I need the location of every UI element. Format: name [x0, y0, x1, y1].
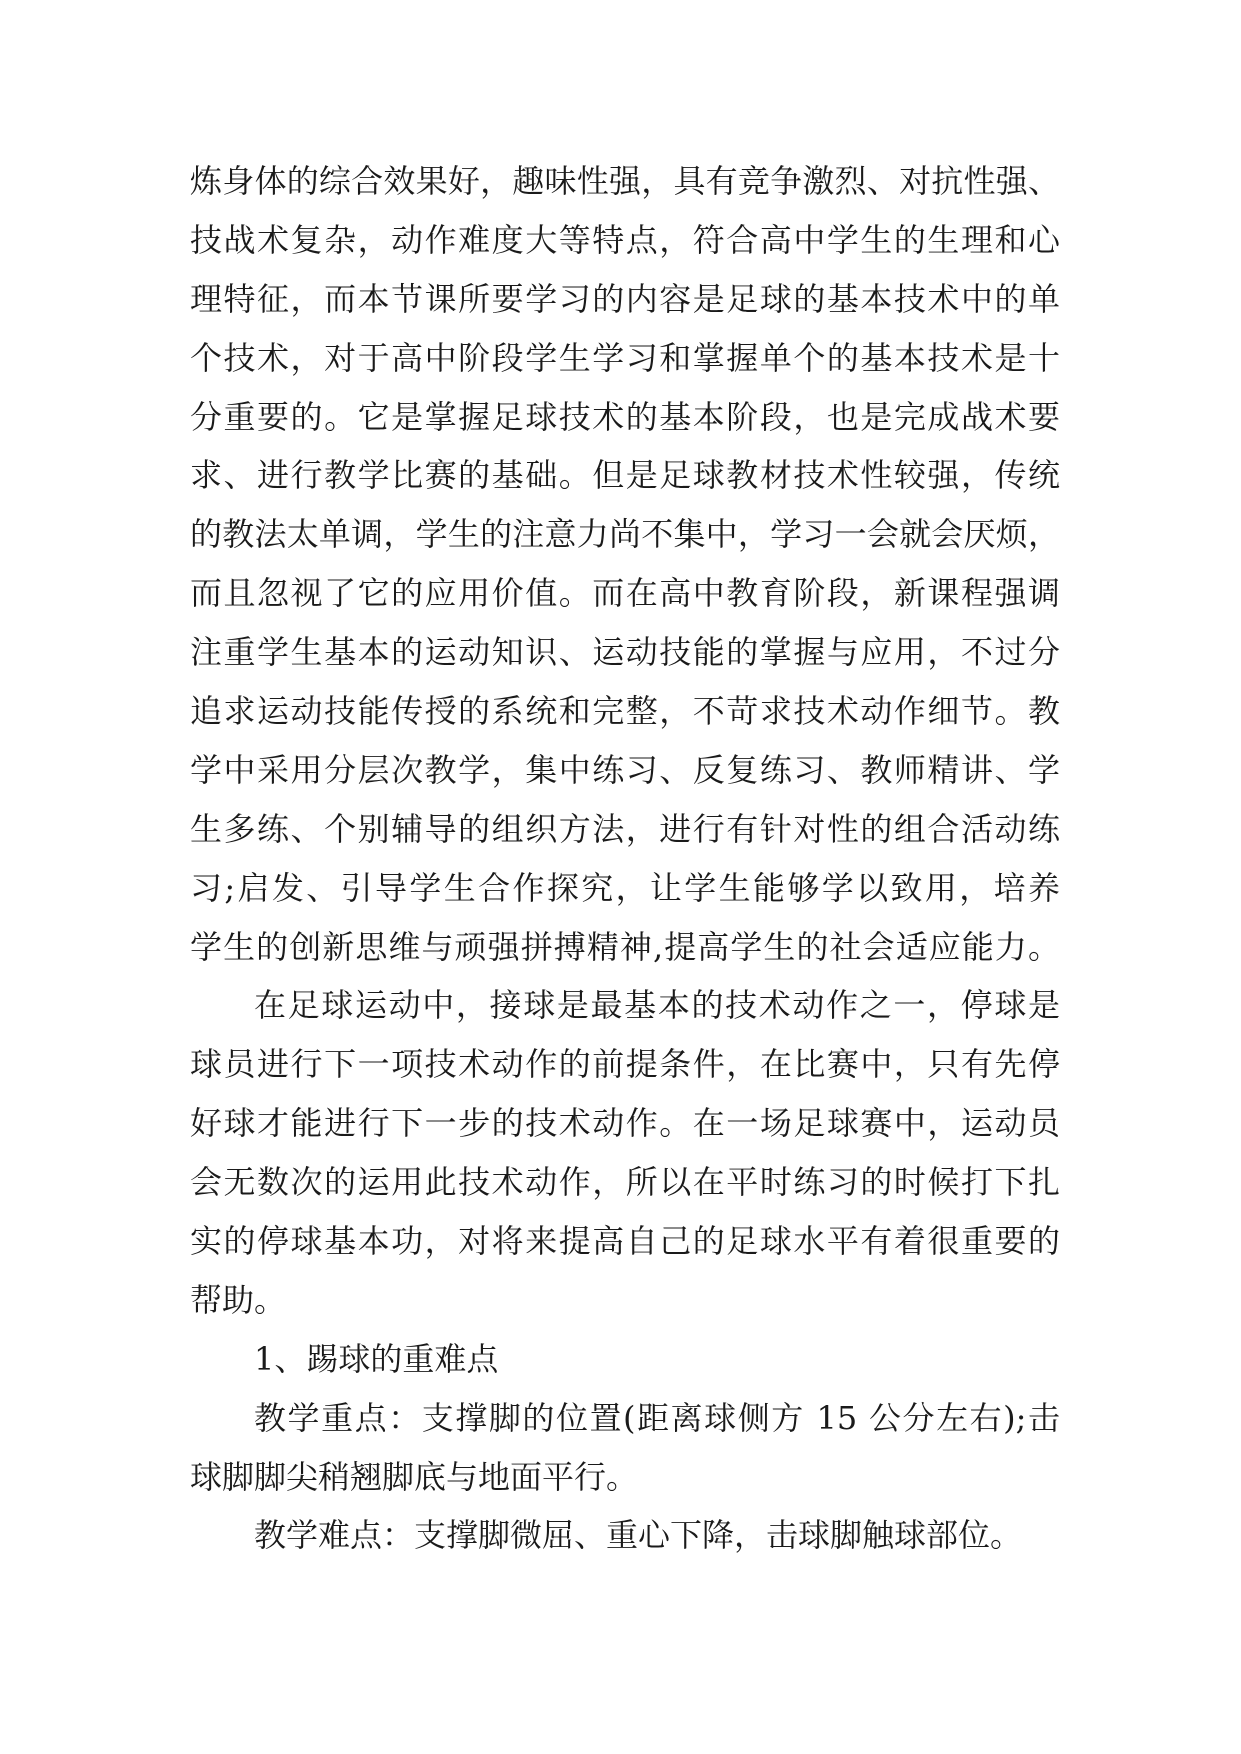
text-line: 求、进行教学比赛的基础。但是足球教材技术性较强，传统	[190, 456, 1060, 495]
text-line: 个技术，对于高中阶段学生学习和掌握单个的基本技术是十	[190, 338, 1060, 377]
text-line: 实的停球基本功，对将来提高自己的足球水平有着很重要的	[190, 1222, 1060, 1261]
text-line: 教学难点：支撑脚微屈、重心下降，击球脚触球部位。	[254, 1516, 1023, 1555]
text-line: 会无数次的运用此技术动作，所以在平时练习的时候打下扎	[190, 1163, 1060, 1202]
text-line: 而且忽视了它的应用价值。而在高中教育阶段，新课程强调	[190, 574, 1060, 613]
text-line: 球员进行下一项技术动作的前提条件，在比赛中，只有先停	[190, 1045, 1060, 1084]
text-line: 生多练、个别辅导的组织方法，进行有针对性的组合活动练	[190, 809, 1060, 848]
text-line: 好球才能进行下一步的技术动作。在一场足球赛中，运动员	[190, 1104, 1060, 1143]
text-line: 学中采用分层次教学，集中练习、反复练习、教师精讲、学	[190, 750, 1060, 789]
section-heading: 1、踢球的重难点	[254, 1339, 499, 1378]
text-line: 教学重点：支撑脚的位置(距离球侧方 15 公分左右);击	[254, 1398, 1060, 1437]
text-line: 炼身体的综合效果好，趣味性强，具有竞争激烈、对抗性强、	[190, 162, 1060, 200]
text-line: 的教法太单调，学生的注意力尚不集中，学习一会就会厌烦，	[190, 515, 1060, 554]
text-line: 学生的创新思维与顽强拼搏精神,提高学生的社会适应能力。	[190, 927, 1060, 966]
text-line: 理特征，而本节课所要学习的内容是足球的基本技术中的单	[190, 279, 1060, 318]
text-line: 帮助。	[190, 1280, 287, 1319]
text-line: 分重要的。它是掌握足球技术的基本阶段，也是完成战术要	[190, 397, 1060, 436]
body-text	[190, 152, 1060, 1565]
text-line: 习;启发、引导学生合作探究，让学生能够学以致用，培养	[190, 868, 1060, 907]
text-line: 注重学生基本的运动知识、运动技能的掌握与应用，不过分	[190, 633, 1060, 672]
text-line: 技战术复杂，动作难度大等特点，符合高中学生的生理和心	[190, 220, 1060, 259]
text-line: 在足球运动中，接球是最基本的技术动作之一，停球是	[254, 986, 1060, 1025]
text-line: 球脚脚尖稍翘脚底与地面平行。	[190, 1457, 639, 1496]
text-line: 追求运动技能传授的系统和完整，不苛求技术动作细节。教	[190, 692, 1060, 731]
